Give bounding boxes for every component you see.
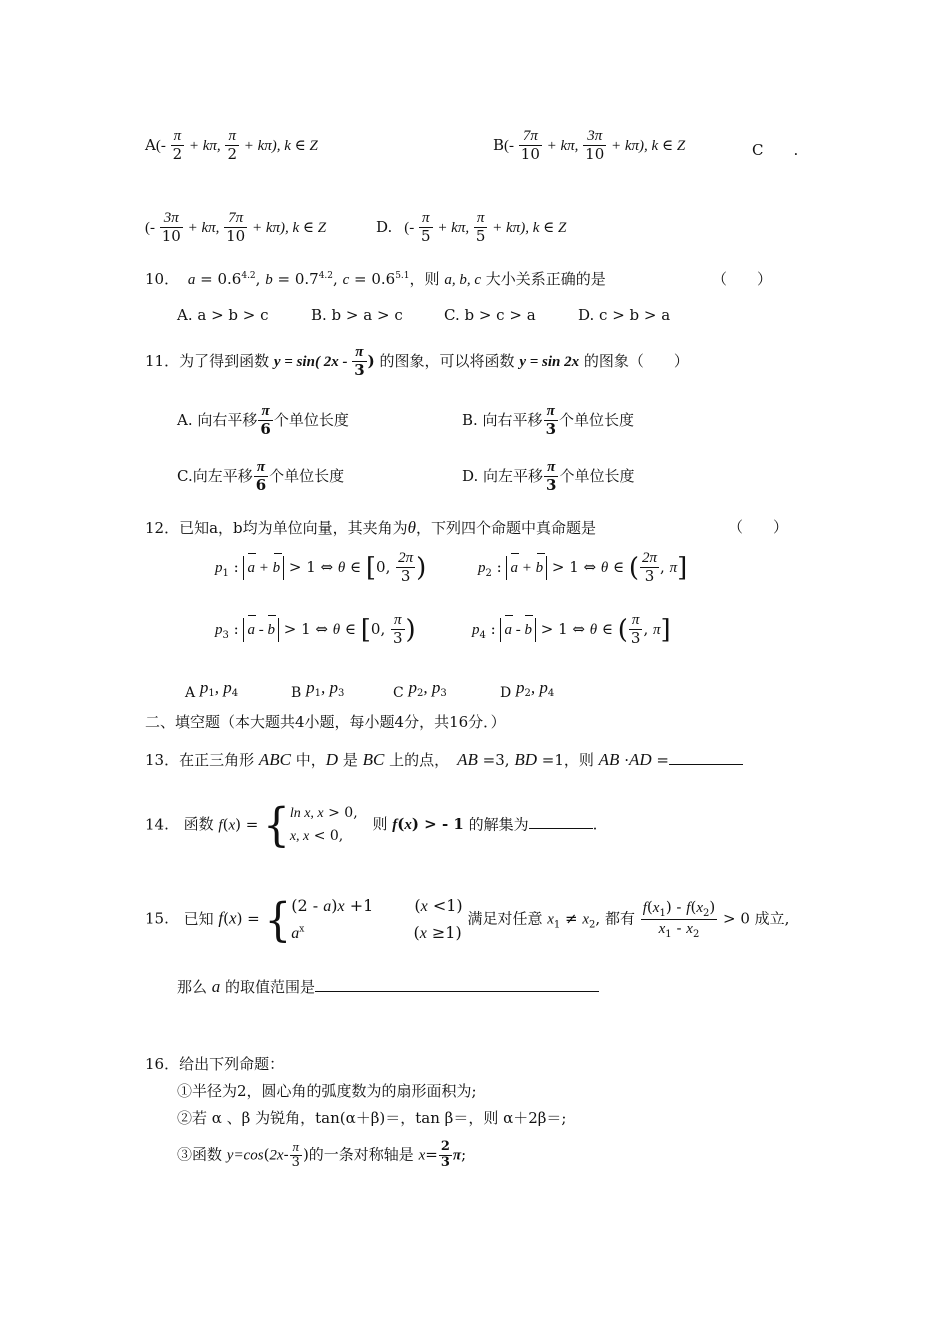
q12-p2: $p_2$ : a + b > 1 ⇔ θ ∈ ( $\frac{2\pi}{3}$ , π] <box>478 550 688 586</box>
q10-option-c[interactable]: C. b > c > a <box>444 306 536 324</box>
q12-option-d[interactable]: D p2, p4 <box>500 678 555 701</box>
q11-option-c[interactable]: C.向左平移 $\frac{\pi}{6}$ 个单位长度 <box>177 459 345 495</box>
q16-stem <box>145 1055 284 1073</box>
q9-option-c-label: C . <box>752 141 799 159</box>
q10-option-b[interactable]: B. b > a > c <box>311 306 403 324</box>
question-number: 13． <box>145 751 180 769</box>
question-number: 14. <box>145 815 169 834</box>
q16-item-3: ③函数 y=cos(2x- $\frac{\pi}{3}$ )的一条对称轴是 x= $\frac{2}{3}$ π; <box>177 1139 467 1170</box>
q10-stem: 10． $a = 0.6^{4.2}$, $b = 0.7^{4.2}$, $c = 0.6^{5.1}$，则 a, b, c 大小关系正确的是 <box>145 270 606 288</box>
answer-blank[interactable] <box>315 975 599 992</box>
q10-option-a[interactable]: A. a > b > c <box>177 306 269 324</box>
q9-option-b: B(- $\frac{7\pi}{10}$ + kπ, $\frac{3\pi}{10}$ + kπ), k ∈ Z <box>493 128 686 164</box>
q9-option-c: (- $\frac{3\pi}{10}$ + kπ, $\frac{7\pi}{10}$ + kπ), k ∈ Z <box>145 210 327 246</box>
q12-paren: （ ） <box>728 518 789 536</box>
q9-option-a: A(- $\frac{\pi}{2}$ + kπ, $\frac{\pi}{2}$ + kπ), k ∈ Z <box>145 128 318 164</box>
q12-stem: 12．已知a，b均为单位向量，其夹角为θ，下列四个命题中真命题是 <box>145 518 597 537</box>
answer-blank[interactable] <box>669 748 743 765</box>
q12-option-a[interactable]: A p1, p4 <box>185 678 239 701</box>
q15-range: 那么 a 的取值范围是 <box>177 975 599 997</box>
stem-text: 的图象，可以将函数 <box>379 351 515 370</box>
question-number: 15. <box>145 909 169 928</box>
q12-p3: $p_3$ : a - b > 1 ⇔ θ ∈ [0, $\frac{\pi}{3}$ ) <box>215 612 416 648</box>
q11-option-b[interactable]: B. 向右平移 $\frac{\pi}{3}$ 个单位长度 <box>462 403 635 439</box>
q16-item-2: ②若 α 、β 为锐角，tan(α＋β)＝，tan β＝，则 α＋2β＝; <box>177 1109 567 1127</box>
question-number: 11． <box>145 351 180 370</box>
stem-text: 的图象（ ） <box>583 351 689 370</box>
section-heading: 二、填空题（本大题共4小题，每小题4分，共16分．） <box>145 713 506 731</box>
q16-item-1: ①半径为2，圆心角的弧度数为的扇形面积为; <box>177 1082 477 1100</box>
q14-stem: 14. 函数 f(x) = {ln x, x > 0, x, x < 0, 则 f(x) > - 1 的解集为 . <box>145 797 598 852</box>
q10-paren: （ ） <box>712 270 773 288</box>
option-label: B <box>493 135 505 154</box>
q9-option-d: D. (- $\frac{\pi}{5}$ + kπ, $\frac{\pi}{5}$ + kπ), k ∈ Z <box>376 210 567 246</box>
option-label: C <box>752 141 764 159</box>
answer-blank[interactable] <box>529 812 593 829</box>
q12-p4: $p_4$ : a - b > 1 ⇔ θ ∈ ( $\frac{\pi}{3}$ , π] <box>472 612 671 648</box>
q13-stem: 13．在正三角形 ABC 中，D 是 BC 上的点， AB =3, BD =1，则 AB ·AD = <box>145 748 743 770</box>
question-number: 10． <box>145 270 180 288</box>
q12-option-b[interactable]: B p1, p3 <box>291 678 345 701</box>
question-number: 12． <box>145 519 180 537</box>
q12-option-c[interactable]: C p2, p3 <box>393 678 447 701</box>
option-label: D. <box>376 217 393 236</box>
stem-text: 为了得到函数 <box>179 351 270 370</box>
option-label: A <box>145 135 156 154</box>
q12-p1: $p_1$ : a + b > 1 ⇔ θ ∈ [0, $\frac{2\pi}{3}$ ) <box>215 550 427 586</box>
q11-option-d[interactable]: D. 向左平移 $\frac{\pi}{3}$ 个单位长度 <box>462 459 635 495</box>
q11-stem: 11．为了得到函数 y = sin( 2x - $\frac{\pi}{3}$ ) 的图象，可以将函数 y = sin 2x 的图象（ ） <box>145 344 689 380</box>
stem-text: 给出下列命题： <box>179 1055 285 1073</box>
q15-stem: 15. 已知 f(x) = {(2 - a)x +1 (x <1) $a^x$ (x ≥1) 满足对任意 $x_1 \ne x_2$, 都有 $\frac{f(x_1) - f(x_2)}{x_1 - x_2}$ > 0 成立, <box>145 892 790 946</box>
q11-option-a[interactable]: A. 向右平移 $\frac{\pi}{6}$ 个单位长度 <box>177 403 349 439</box>
q10-option-d[interactable]: D. c > b > a <box>578 306 671 324</box>
punct: . <box>592 815 598 834</box>
question-number: 16． <box>145 1055 180 1073</box>
